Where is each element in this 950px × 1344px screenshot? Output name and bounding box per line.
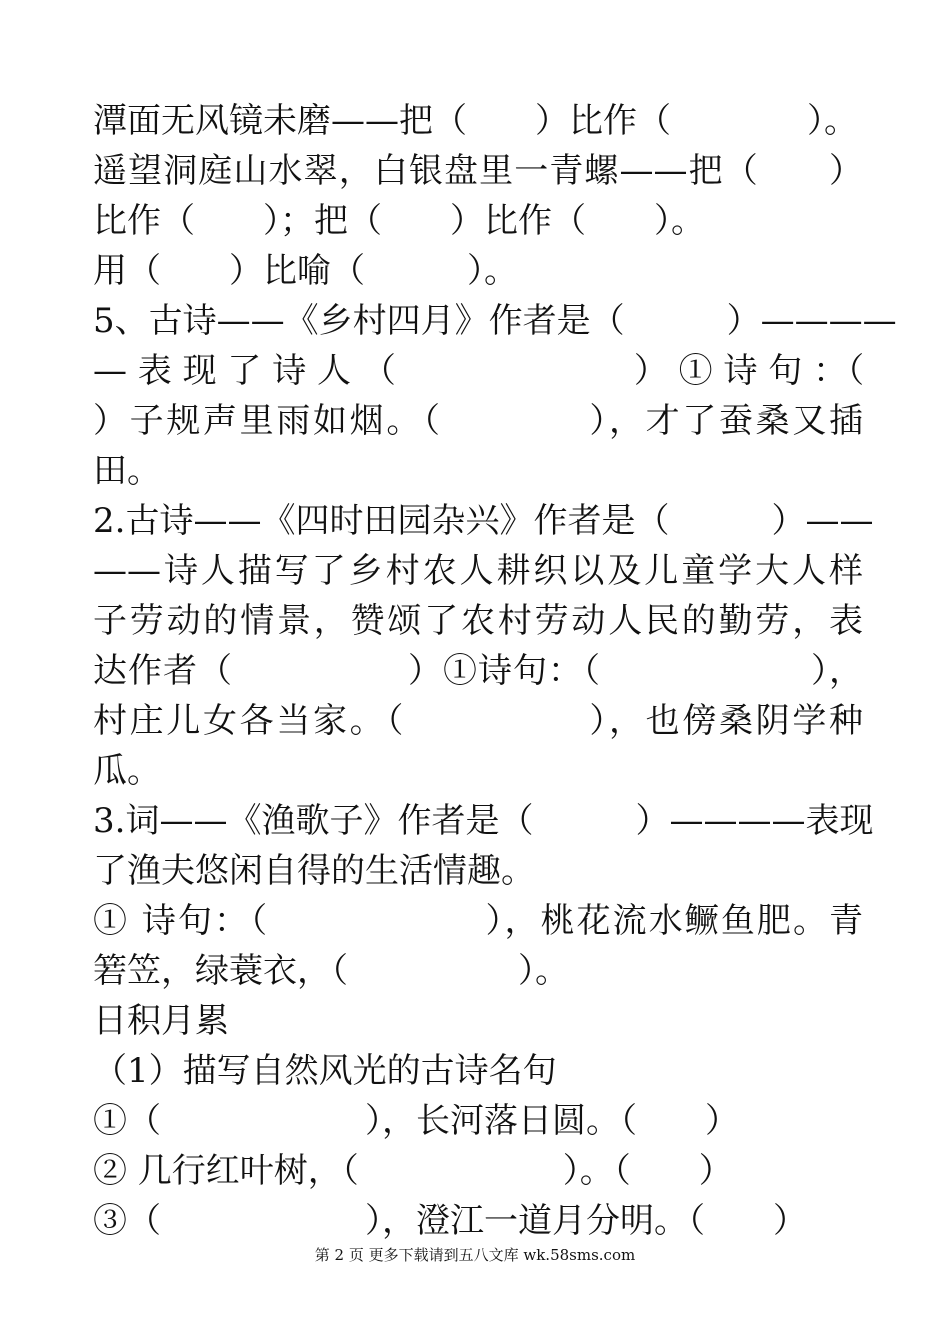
text-line: ）子规声里雨如烟。（ ），才了蚕桑又插 (93, 401, 863, 441)
text-line: 遥望洞庭山水翠，白银盘里一青螺——把（ ） (93, 151, 863, 191)
subsection-heading: （1）描写自然风光的古诗名句 (93, 1051, 557, 1091)
text-line: — 表 现 了 诗 人 （ ） ① 诗 句 ：（ (93, 351, 865, 391)
text-line: 田。 (93, 451, 161, 491)
text-line: 比作（ ）；把（ ）比作（ ）。 (93, 201, 705, 241)
text-line: ——诗人描写了乡村农人耕织以及儿童学大人样 (93, 551, 863, 591)
text-line: 瓜。 (93, 751, 161, 791)
page-footer: 第 2 页 更多下载请到五八文库 wk.58sms.com (314, 1246, 636, 1264)
text-line: 2.古诗——《四时田园杂兴》作者是（ ）—— (93, 501, 874, 541)
text-line: 达作者（ ）①诗句：（ ）， (93, 651, 863, 691)
text-line: 了渔夫悠闲自得的生活情趣。 (93, 851, 535, 891)
text-line: 箬笠，绿蓑衣，（ ）。 (93, 951, 569, 991)
text-line: 子劳动的情景，赞颂了农村劳动人民的勤劳，表 (93, 601, 863, 641)
text-line: ①（ ），长河落日圆。（ ） (93, 1101, 739, 1141)
text-line: ② 几行红叶树，（ ）。（ ） (93, 1151, 733, 1191)
text-line: 3.词——《渔歌子》作者是（ ）————表现 (93, 801, 874, 841)
text-line: 5、古诗——《乡村四月》作者是（ ）———— (93, 301, 897, 341)
text-line: 用（ ）比喻（ ）。 (93, 251, 518, 291)
text-line: 潭面无风镜未磨——把（ ）比作（ ）。 (93, 101, 858, 141)
text-line: 村庄儿女各当家。（ ），也傍桑阴学种 (93, 701, 863, 741)
section-heading: 日积月累 (93, 1001, 229, 1041)
text-line: ③（ ），澄江一道月分明。（ ） (93, 1201, 807, 1241)
text-line: ① 诗句：（ ），桃花流水鳜鱼肥。青 (93, 901, 863, 941)
